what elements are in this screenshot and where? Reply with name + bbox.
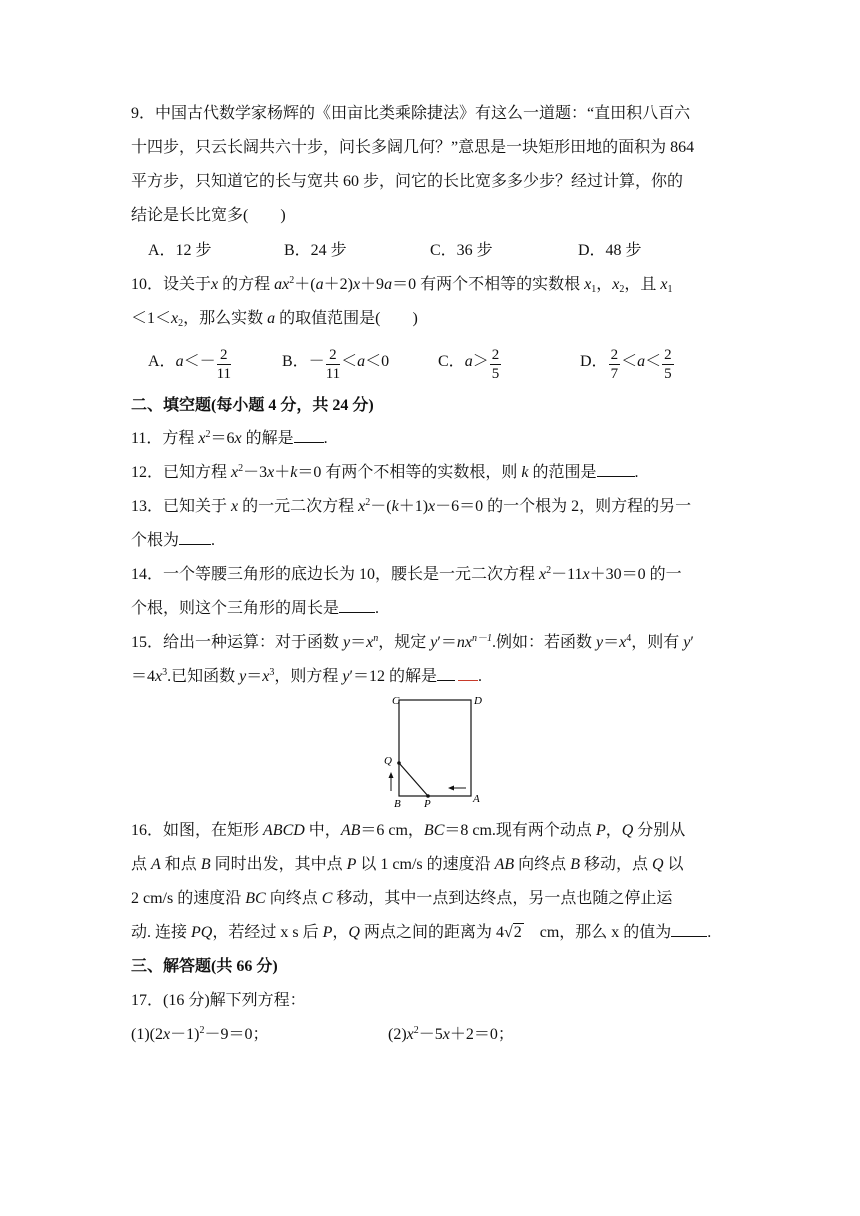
label-c: C xyxy=(392,695,400,707)
q9-line-4: 结论是长比宽多( ) xyxy=(131,207,286,224)
q12-line: 12．已知方程 $x^2-3x+k=0$ 有两个不相等的实数根，则 k 的范围是 . xyxy=(131,463,639,481)
q9-option-b: B．24 步 xyxy=(284,242,347,259)
q14-line-1: 14．一个等腰三角形的底边长为 10，腰长是一元二次方程 $x^2-11x+30=0$ 的一 xyxy=(131,565,682,583)
label-b: B xyxy=(394,798,401,808)
q10-line-1: 10．设关于x 的方程 $ax^2+(a+2)x+9a=0$ 有两个不相等的实数根 $x_1$，$x_2$，且 $x_1$ xyxy=(131,275,673,295)
fraction: $\frac{2}{7}$ xyxy=(610,347,619,382)
fraction: $\frac{2}{5}$ xyxy=(664,347,672,382)
q16-line-1: 16．如图，在矩形 ABCD 中，AB＝6 cm，BC＝8 cm.现有两个动点 P，Q 分别从 xyxy=(131,822,686,839)
label-a: A xyxy=(473,793,480,805)
label-d: D xyxy=(474,695,482,707)
rectangle-figure xyxy=(380,690,492,813)
q9-options xyxy=(148,240,708,262)
q14-line-2: 个根，则这个三角形的周长是 . xyxy=(131,600,380,617)
fraction: $\frac{2}{11}$ xyxy=(216,347,232,382)
q17-part-2: $(2)x^2-5x+2=0$； xyxy=(388,1025,514,1043)
label-q: Q xyxy=(384,755,392,767)
label-p: P xyxy=(424,798,431,808)
q9-option-d: D．48 步 xyxy=(578,242,642,259)
q11-line: 11．方程 $x^2=6x$ 的解是 . xyxy=(131,429,328,447)
fraction: $\frac{2}{5}$ xyxy=(491,347,500,382)
q10-option-b: B．－ $\frac{2}{11}$ ＜a＜0 xyxy=(282,347,390,382)
q17-part-1: $(1)(2x-1)^2-9=0$； xyxy=(131,1025,269,1043)
section-heading-fill-in: 二、填空题(每小题 4 分，共 24 分) xyxy=(131,397,374,414)
rectangle-abcd xyxy=(399,700,471,796)
q9-line-1: 9．中国古代数学家杨辉的《田亩比类乘除捷法》有这么一道题：“直田积八百六 xyxy=(131,105,691,122)
q10-option-d: D． $\frac{2}{7}$ ＜a＜ $\frac{2}{5}$ xyxy=(580,347,672,382)
arrowhead-left-icon xyxy=(448,786,454,791)
answer-blank[interactable] xyxy=(437,666,455,681)
rectangle-diagram xyxy=(380,690,492,808)
q9-option-a: A．12 步 xyxy=(148,242,212,259)
q10-line-2: $<1<x_2$，那么实数 a 的取值范围是( ) xyxy=(131,310,418,329)
arrowhead-up-icon xyxy=(389,772,394,778)
q13-line-2: 个根为 . xyxy=(131,532,216,549)
answer-blank[interactable] xyxy=(671,922,707,937)
answer-blank-marked[interactable] xyxy=(458,666,478,681)
q16-line-3: 2 cm/s 的速度沿 BC 向终点 C 移动，其中一点到达终点，另一点也随之停止运 xyxy=(131,890,673,907)
square-root: √2 xyxy=(503,924,522,941)
q16-line-4: 动. 连接 PQ，若经过 x s 后 P，Q 两点之间的距离为 4√2 cm，那么 x 的值为 . xyxy=(131,922,711,944)
answer-blank[interactable] xyxy=(179,530,211,545)
fraction: $\frac{2}{11}$ xyxy=(325,347,341,382)
q10-options xyxy=(148,344,728,384)
q17-line-1: 17．(16 分)解下列方程： xyxy=(131,992,306,1009)
segment-pq xyxy=(399,763,428,796)
point-q xyxy=(397,761,401,765)
answer-blank[interactable] xyxy=(339,598,375,613)
answer-blank[interactable] xyxy=(597,462,635,477)
q16-line-2: 点 A 和点 B 同时出发，其中点 P 以 1 cm/s 的速度沿 AB 向终点 B 移动，点 Q 以 xyxy=(131,856,684,873)
answer-blank[interactable] xyxy=(294,428,324,443)
q10-option-c: C．a＞ $\frac{2}{5}$ xyxy=(438,347,500,382)
q15-line-1: 15．给出一种运算：对于函数 $y=x^n$，规定 $y'=nx^{n-1}$.例如：若函数 $y=x^4$，则有 y′ xyxy=(131,633,694,651)
q15-line-2: $=4x^3$.已知函数 $y=x^3$，则方程 y′＝12 的解是 . xyxy=(131,667,483,685)
section-heading-solve: 三、解答题(共 66 分) xyxy=(131,958,278,975)
q9-line-2: 十四步，只云长阔共六十步，问长多阔几何？”意思是一块矩形田地的面积为 864 xyxy=(131,139,695,156)
q13-line-1: 13．已知关于 x 的一元二次方程 $x^2-(k+1)x-6=0$ 的一个根为 2，则方程的另一 xyxy=(131,497,692,515)
q9-option-c: C．36 步 xyxy=(430,242,493,259)
q10-option-a: A．a＜－ $\frac{2}{11}$ xyxy=(148,347,232,382)
q9-line-3: 平方步，只知道它的长与宽共 60 步，问它的长比宽多多少步？经过计算，你的 xyxy=(131,173,684,190)
